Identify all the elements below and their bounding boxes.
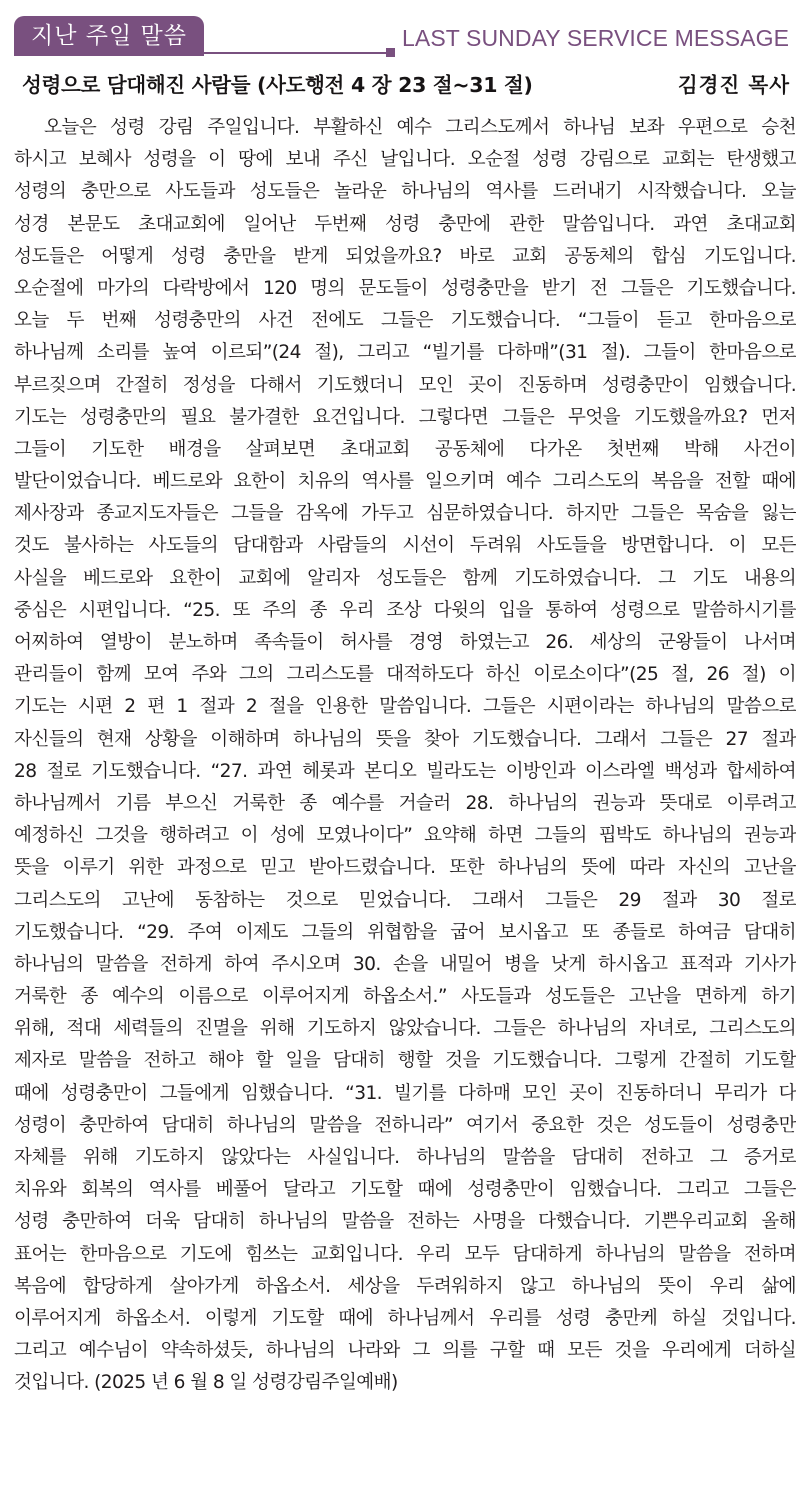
sermon-body-line: 이루어지게 하옵소서. 이렇게 기도할 때에 하나님께서 우리를 성령 충만케 하실 것입니다.: [14, 1307, 796, 1329]
sermon-body-line: 그리고 예수님이 약속하셨듯, 하나님의 나라와 그 의를 구할 때 모든 것을 우리에게 더하실: [14, 1340, 796, 1362]
sermon-body-line: 제자로 말씀을 전하고 해야 할 일을 담대히 행할 것을 기도했습니다. 그렇게 간절히 기도할: [14, 1050, 796, 1072]
sermon-body-line: 사실을 베드로와 요한이 교회에 알리자 성도들은 함께 기도하였습니다. 그 기도 내용의: [14, 567, 796, 589]
sermon-body-line: 오늘은 성령 강림 주일입니다. 부활하신 예수 그리스도께서 하나님 보좌 우편으로 승천: [44, 117, 796, 138]
sermon-body-line: 제사장과 종교지도자들은 그들을 감옥에 가두고 심문하였습니다. 하지만 그들은 목숨을 잃는: [14, 503, 796, 525]
sermon-body-line: 것입니다. (2025 년 6 월 8 일 성령강림주일예배): [14, 1372, 398, 1394]
sermon-body: [14, 112, 796, 1400]
sermon-body-line: 어찌하여 열방이 분노하며 족속들이 허사를 경영 하였는고 26. 세상의 군왕들이 나서며: [14, 632, 796, 653]
sermon-body-line: 성경 본문도 초대교회에 일어난 두번째 성령 충만에 관한 말씀입니다. 과연 초대교회: [14, 213, 796, 235]
sermon-body-line: 부르짖으며 간절히 정성을 다해서 기도했더니 모인 곳이 진동하며 성령충만이 임했습니다.: [14, 374, 796, 396]
sermon-body-line: 그들이 기도한 배경을 살펴보면 초대교회 공동체에 다가온 첫번째 박해 사건이: [14, 438, 796, 460]
sermon-body-line: 하나님께 소리를 높여 이르되”(24 절), 그리고 “빌기를 다하매”(31 절). 그들이 한마음으로: [14, 342, 796, 364]
sermon-title: 성령으로 담대해진 사람들 (사도행전 4 장 23 절~31 절): [22, 73, 533, 97]
sermon-body-line: 복음에 합당하게 살아가게 하옵소서. 세상을 두려워하지 않고 하나님의 뜻이 우리 삶에: [14, 1275, 796, 1297]
sermon-body-line: 중심은 시편입니다. “25. 또 주의 종 우리 조상 다윗의 입을 통하여 성령으로 말씀하시기를: [14, 599, 796, 621]
sermon-body-line: 때에 성령충만이 그들에게 임했습니다. “31. 빌기를 다하매 모인 곳이 진동하더니 무리가 다: [14, 1082, 796, 1104]
english-section-title: LAST SUNDAY SERVICE MESSAGE: [402, 25, 790, 51]
sermon-body-line: 하나님의 말씀을 전하게 하여 주시오며 30. 손을 내밀어 병을 낫게 하시옵고 표적과 기사가: [14, 953, 796, 975]
sermon-body-line: 기도는 시편 2 편 1 절과 2 절을 인용한 말씀입니다. 그들은 시편이라는 하나님의 말씀으로: [14, 696, 796, 718]
sermon-body-line: 하시고 보혜사 성령을 이 땅에 보내 주신 날입니다. 오순절 성령 강림으로 교회는 탄생했고: [14, 149, 796, 171]
section-header: [14, 16, 796, 56]
sermon-body-line: 자체를 위해 기도하지 않았다는 사실입니다. 하나님의 말씀을 담대히 전하고 그 증거로: [14, 1147, 796, 1168]
sermon-body-line: 기도는 성령충만의 필요 불가결한 요건입니다. 그렇다면 그들은 무엇을 기도했을까요? 먼저: [14, 406, 796, 428]
header-divider-line: [202, 52, 390, 54]
sermon-body-line: 오늘 두 번째 성령충만의 사건 전에도 그들은 기도했습니다. “그들이 듣고 한마음으로: [14, 310, 796, 332]
sermon-body-line: 예정하신 그것을 행하려고 이 성에 모였나이다” 요약해 하면 그들의 핍박도 하나님의 권능과: [14, 825, 796, 847]
sermon-body-line: 28 절로 기도했습니다. “27. 과연 헤롯과 본디오 빌라도는 이방인과 이스라엘 백성과 합세하여: [14, 760, 796, 782]
sermon-body-line: 기도했습니다. “29. 주여 이제도 그들의 위협함을 굽어 보시옵고 또 종들로 하여금 담대히: [14, 921, 796, 943]
sermon-body-line: 성령이 충만하여 담대히 하나님의 말씀을 전하니라” 여기서 중요한 것은 성도들이 성령충만: [14, 1114, 796, 1136]
sermon-body-line: 뜻을 이루기 위한 과정으로 믿고 받아드렸습니다. 또한 하나님의 뜻에 따라 자신의 고난을: [14, 857, 796, 879]
sermon-body-line: 성령 충만하여 더욱 담대히 하나님의 말씀을 전하는 사명을 다했습니다. 기쁜우리교회 올해: [14, 1211, 796, 1233]
sermon-body-line: 성도들은 어떻게 성령 충만을 받게 되었을까요? 바로 교회 공동체의 합심 기도입니다.: [14, 245, 796, 267]
sermon-body-line: 그리스도의 고난에 동참하는 것으로 믿었습니다. 그래서 그들은 29 절과 30 절로: [14, 889, 796, 911]
sermon-body-line: 거룩한 종 예수의 이름으로 이루어지게 하옵소서.” 사도들과 성도들은 고난을 면하게 하기: [14, 986, 796, 1008]
sermon-body-line: 치유와 회복의 역사를 베풀어 달라고 기도할 때에 성령충만이 임했습니다. 그리고 그들은: [14, 1179, 796, 1201]
sermon-body-line: 자신들의 현재 상황을 이해하며 하나님의 뜻을 찾아 기도했습니다. 그래서 그들은 27 절과: [14, 728, 796, 750]
sermon-heading: [22, 68, 792, 102]
sermon-body-line: 것도 불사하는 사도들의 담대함과 사람들의 시선이 두려워 사도들을 방면합니다. 이 모든: [14, 535, 796, 557]
preacher-name: 김경진 목사: [677, 73, 790, 97]
sermon-body-line: 관리들이 함께 모여 주와 그의 그리스도를 대적하도다 하신 이로소이다”(25 절, 26 절) 이: [14, 664, 796, 686]
section-tab-label: 지난 주일 말씀: [14, 16, 204, 56]
sermon-body-line: 오순절에 마가의 다락방에서 120 명의 문도들이 성령충만을 받기 전 그들은 기도했습니다.: [14, 277, 796, 299]
sermon-body-line: 위해, 적대 세력들의 진멸을 위해 기도하지 않았습니다. 그들은 하나님의 자녀로, 그리스도의: [14, 1018, 796, 1040]
sermon-body-line: 표어는 한마음으로 기도에 힘쓰는 교회입니다. 우리 모두 담대하게 하나님의 말씀을 전하며: [14, 1243, 796, 1265]
sermon-body-line: 하나님께서 기름 부으신 거룩한 종 예수를 거슬러 28. 하나님의 권능과 뜻대로 이루려고: [14, 792, 796, 814]
sermon-body-line: 성령의 충만으로 사도들과 성도들은 놀라운 하나님의 역사를 드러내기 시작했습니다. 오늘: [14, 181, 796, 203]
sermon-body-line: 발단이었습니다. 베드로와 요한이 치유의 역사를 일으키며 예수 그리스도의 복음을 전할 때에: [14, 471, 796, 493]
header-divider-square: [386, 48, 395, 57]
